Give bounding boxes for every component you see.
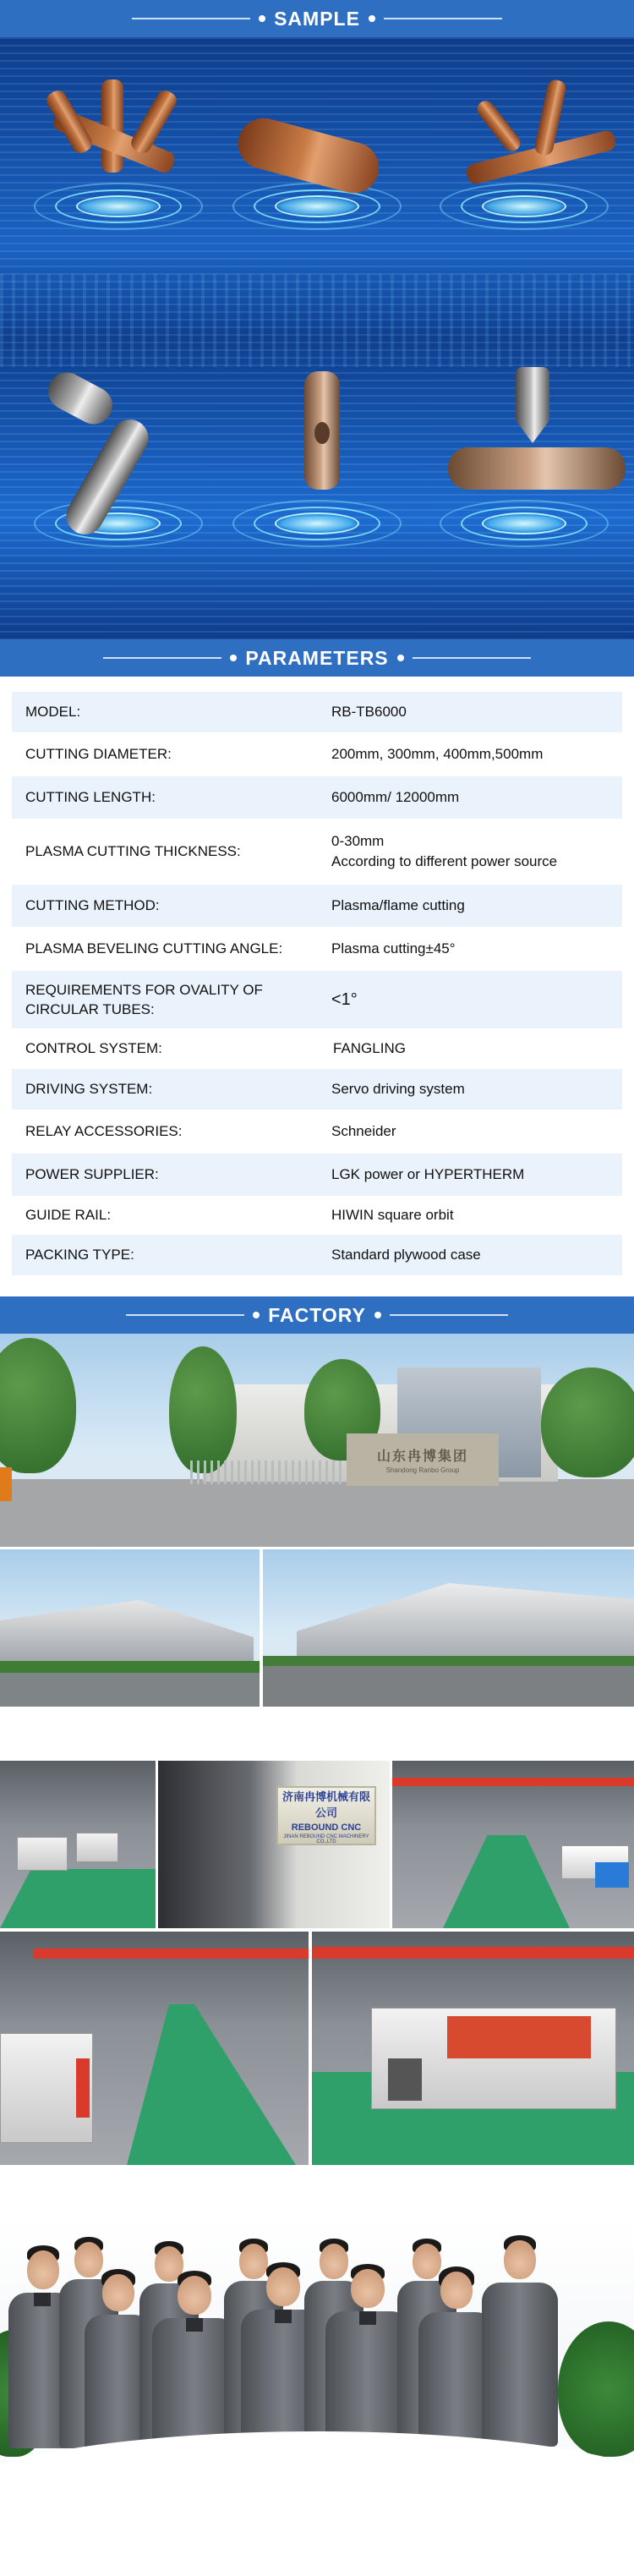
table-row <box>12 1154 622 1196</box>
header-line-left <box>126 1314 244 1316</box>
param-value: Plasma cutting±45° <box>331 940 456 956</box>
factory-gate-photo <box>0 1334 634 1547</box>
param-value: <1° <box>331 989 358 1009</box>
workshop-photo-4 <box>0 1932 309 2165</box>
param-label: PLASMA BEVELING CUTTING ANGLE: <box>25 940 283 956</box>
header-dot-right <box>369 15 375 22</box>
sample-steel-tee <box>448 367 626 528</box>
plate-cn: 济南冉博机械有限公司 <box>281 1790 370 1820</box>
header-dot-left <box>253 1312 260 1318</box>
param-value: Schneider <box>331 1123 396 1139</box>
sample-title: SAMPLE <box>274 7 360 30</box>
header-line-right <box>390 1314 508 1316</box>
header-dot-right <box>397 655 404 661</box>
data-bars-decoration <box>0 274 634 367</box>
param-label: CUTTING METHOD: <box>25 897 160 913</box>
workshop-photo-2 <box>158 1761 390 1928</box>
workshop-photo-1 <box>0 1761 156 1928</box>
factory-title: FACTORY <box>268 1303 366 1326</box>
header-line-right <box>413 657 531 659</box>
header-line-left <box>132 18 250 19</box>
parameters-title: PARAMETERS <box>245 646 389 669</box>
header-dot-right <box>374 1312 381 1318</box>
param-value: 200mm, 300mm, 400mm,500mm <box>331 746 544 762</box>
table-row <box>12 971 622 1028</box>
param-label: CUTTING LENGTH: <box>25 789 156 805</box>
sample-steel-bevel <box>46 371 190 540</box>
table-row <box>12 1069 622 1110</box>
param-label: POWER SUPPLIER: <box>25 1166 159 1182</box>
table-row <box>12 1110 622 1154</box>
sample-section-header <box>0 0 634 37</box>
param-value: RB-TB6000 <box>331 704 407 720</box>
table-row <box>12 885 622 927</box>
table-row <box>12 1028 622 1069</box>
param-value: LGK power or HYPERTHERM <box>331 1166 525 1182</box>
param-label: PACKING TYPE: <box>25 1247 134 1263</box>
param-label: CONTROL SYSTEM: <box>25 1040 162 1056</box>
gate-sign <box>347 1433 499 1486</box>
param-label: DRIVING SYSTEM: <box>25 1081 153 1097</box>
param-label: GUIDE RAIL: <box>25 1207 112 1223</box>
parameters-table <box>12 692 622 1275</box>
factory-building-photo-2 <box>263 1549 634 1707</box>
param-label: CUTTING DIAMETER: <box>25 746 172 762</box>
header-dot-left <box>259 15 265 22</box>
header-line-left <box>103 657 221 659</box>
table-row <box>12 1235 622 1275</box>
table-row <box>12 819 622 885</box>
factory-building-photo-1 <box>0 1549 260 1707</box>
header-line-right <box>384 18 502 19</box>
sample-holed-tube <box>304 371 340 490</box>
table-row <box>12 776 622 819</box>
gate-sign-cn: 山东冉博集团 <box>376 1448 468 1464</box>
workshop-photo-5 <box>312 1932 634 2165</box>
param-value: 6000mm/ 12000mm <box>331 789 460 805</box>
param-value: Standard plywood case <box>331 1247 481 1263</box>
param-value: HIWIN square orbit <box>331 1207 454 1223</box>
param-value: Plasma/flame cutting <box>331 897 465 913</box>
sample-copper-joint <box>42 71 186 215</box>
sample-copper-branch <box>456 71 626 206</box>
sample-gallery <box>0 37 634 639</box>
param-label: MODEL: <box>25 704 81 720</box>
table-row <box>12 1196 622 1235</box>
sample-stage-5 <box>224 485 410 562</box>
param-value: FANGLING <box>333 1040 406 1056</box>
param-label-cont: CIRCULAR TUBES: <box>25 1000 155 1017</box>
header-dot-left <box>230 655 237 661</box>
plate-brand: REBOUND CNC <box>291 1822 362 1833</box>
team-member <box>482 2235 558 2447</box>
table-row <box>12 732 622 776</box>
param-value: 0-30mm <box>331 833 385 849</box>
param-label: REQUIREMENTS FOR OVALITY OF <box>25 981 263 998</box>
plate-sub: JINAN REBOUND CNC MACHINERY CO.,LTD <box>283 1833 369 1844</box>
gate-sign-en: Shandong Ranbo Group <box>385 1466 460 1474</box>
param-value: Servo driving system <box>331 1081 465 1097</box>
param-label: RELAY ACCESSORIES: <box>25 1123 183 1139</box>
param-label: PLASMA CUTTING THICKNESS: <box>25 843 241 859</box>
workshop-photo-3 <box>392 1761 634 1928</box>
factory-section-header <box>0 1296 634 1334</box>
table-row <box>12 692 622 732</box>
team-photo <box>0 2220 634 2491</box>
parameters-section-header <box>0 639 634 677</box>
company-plate <box>276 1786 376 1845</box>
param-value-note: According to different power source <box>331 853 558 869</box>
table-row <box>12 927 622 971</box>
